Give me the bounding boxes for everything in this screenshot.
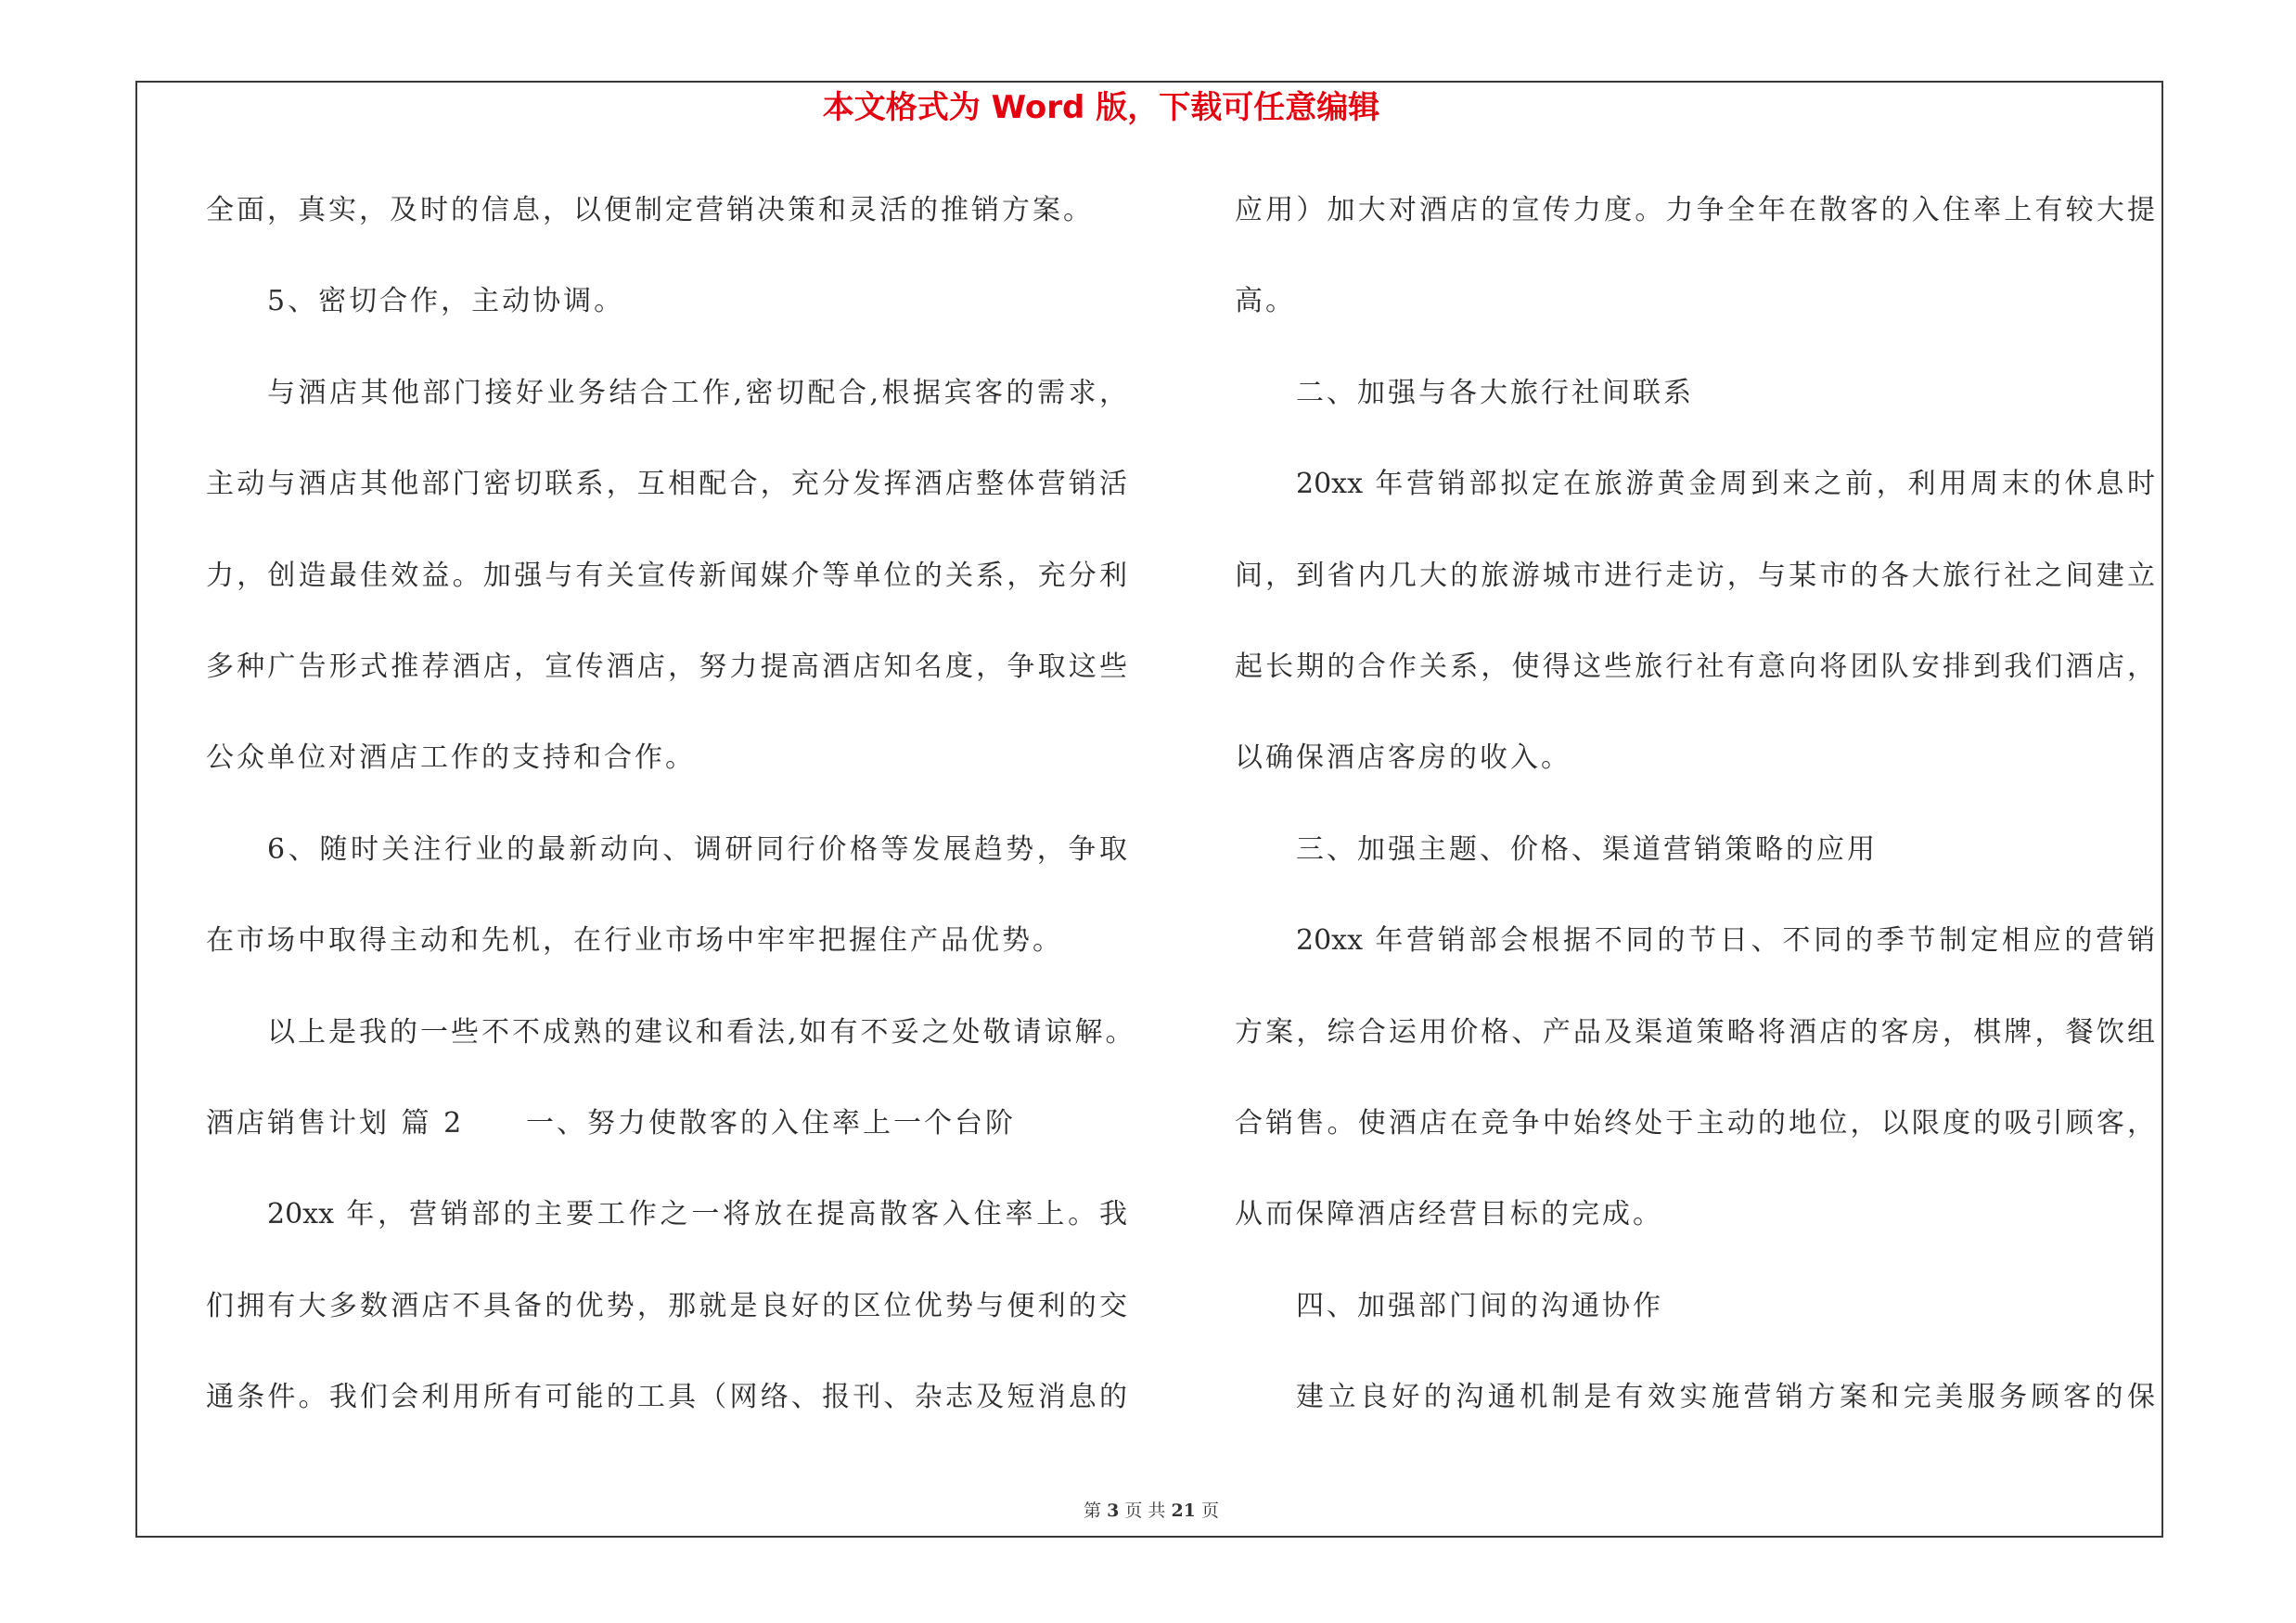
- text-line: 20xx 年，营销部的主要工作之一将放在提高散客入住率上。我: [267, 1198, 1127, 1231]
- left-column: [206, 165, 1136, 1443]
- text-line: 主动与酒店其他部门密切联系，互相配合，充分发挥酒店整体营销活: [206, 468, 1127, 501]
- text-line: 间，到省内几大的旅游城市进行走访，与某市的各大旅行社之间建立: [1235, 559, 2155, 592]
- text-line: 以确保酒店客房的收入。: [1235, 741, 1571, 775]
- page-number: [1012, 1500, 1290, 1522]
- text-line: 方案，综合运用价格、产品及渠道策略将酒店的客房，棋牌，餐饮组: [1235, 1015, 2155, 1049]
- text-line: 以上是我的一些不不成熟的建议和看法,如有不妥之处敬请谅解。: [267, 1015, 1136, 1049]
- plan-title: 酒店销售计划 篇 2: [206, 1106, 465, 1140]
- text-line: 全面，真实，及时的信息，以便制定营销决策和灵活的推销方案。: [206, 194, 1094, 226]
- section-heading: 6、随时关注行业的最新动向、调研同行价格等发展趋势，争取: [267, 832, 1127, 866]
- text-line: 在市场中取得主动和先机，在行业市场中牢牢把握住产品优势。: [206, 924, 1063, 958]
- section-heading: 5、密切合作，主动协调。: [267, 285, 625, 318]
- page-label-middle: 页 共: [1124, 1501, 1166, 1521]
- format-banner: 本文格式为 Word 版，下载可任意编辑: [822, 89, 1380, 126]
- section-heading: 三、加强主题、价格、渠道营销策略的应用: [1296, 832, 1878, 866]
- text-line: 起长期的合作关系，使得这些旅行社有意向将团队安排到我们酒店，: [1235, 650, 2155, 683]
- text-line: 高。: [1235, 285, 1296, 318]
- text-line: 多种广告形式推荐酒店，宣传酒店，努力提高酒店知名度，争取这些: [206, 650, 1127, 683]
- text-line: 通条件。我们会利用所有可能的工具（网络、报刊、杂志及短消息的: [206, 1381, 1127, 1414]
- section-heading: 一、努力使散客的入住率上一个台阶: [526, 1106, 1016, 1140]
- text-line: 与酒店其他部门接好业务结合工作,密切配合,根据宾客的需求，: [267, 376, 1127, 409]
- text-line: 建立良好的沟通机制是有效实施营销方案和完美服务顾客的保: [1296, 1381, 2155, 1414]
- text-line: 力，创造最佳效益。加强与有关宣传新闻媒介等单位的关系，充分利: [206, 559, 1127, 592]
- total-pages-number: 21: [1171, 1501, 1196, 1521]
- text-line: 公众单位对酒店工作的支持和合作。: [206, 741, 696, 775]
- page-label-suffix: 页: [1200, 1501, 1219, 1521]
- current-page-number: 3: [1107, 1501, 1120, 1521]
- text-line: 20xx 年营销部会根据不同的节日、不同的季节制定相应的营销: [1296, 924, 2155, 958]
- text-line: 应用）加大对酒店的宣传力度。力争全年在散客的入住率上有较大提: [1235, 194, 2155, 226]
- text-line: 合销售。使酒店在竞争中始终处于主动的地位，以限度的吸引顾客，: [1235, 1106, 2155, 1140]
- text-line: 从而保障酒店经营目标的完成。: [1235, 1198, 1663, 1231]
- right-column: [1235, 165, 2155, 1443]
- section-heading: 四、加强部门间的沟通协作: [1296, 1289, 1663, 1322]
- page-label-prefix: 第: [1084, 1501, 1102, 1521]
- plan-heading-line: [206, 1078, 1127, 1169]
- text-line: 们拥有大多数酒店不具备的优势，那就是良好的区位优势与便利的交: [206, 1289, 1127, 1322]
- section-heading: 二、加强与各大旅行社间联系: [1296, 376, 1694, 409]
- text-line: 20xx 年营销部拟定在旅游黄金周到来之前，利用周末的休息时: [1296, 468, 2155, 501]
